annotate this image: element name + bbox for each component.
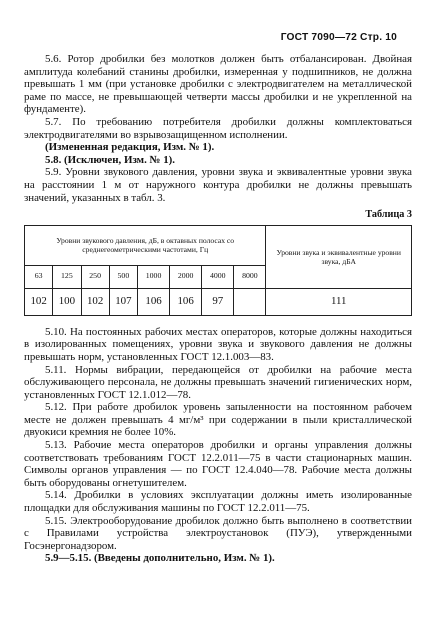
- frequency-cell: 125: [53, 265, 81, 288]
- paragraph-5-14: 5.14. Дробилки в условиях эксплуатации должны иметь изолированные площадки для обслуживания машины по ГОСТ 12.2.011—75.: [24, 489, 412, 515]
- value-cell: 107: [109, 288, 137, 315]
- paragraph-5-12: 5.12. При работе дробилок уровень запыленности на постоянном рабочем месте не должен превышать 4 мг/м³ при содержании в пыли кристаллической двуокиси кремния не более 10%.: [24, 401, 412, 439]
- value-cell: 102: [81, 288, 109, 315]
- value-cell: 102: [25, 288, 53, 315]
- frequency-cell: 500: [109, 265, 137, 288]
- paragraph-5-11: 5.11. Нормы вибрации, передающейся от дробилки на рабочие места обслуживающего персонала, не должны превышать значений гигиенических норм, установленных ГОСТ 12.1.012—78.: [24, 363, 412, 401]
- frequency-cell: 2000: [170, 265, 202, 288]
- value-cell: 100: [53, 288, 81, 315]
- value-cell: [234, 288, 266, 315]
- paragraph-5-6: 5.6. Ротор дробилки без молотков должен быть отбалансирован. Двойная амплитуда колебаний станины дробилки, измеренная у подшипников, не должна превышать 1 мм (при установке дробилки с электродвигателем на металлической раме по массе, не превышающей четверти массы дробилки и не укрепленной на фундаменте).: [24, 53, 412, 116]
- frequency-cell: 4000: [202, 265, 234, 288]
- frequency-cell: 8000: [234, 265, 266, 288]
- table-caption: Таблица 3: [365, 209, 412, 221]
- value-cell: 106: [138, 288, 170, 315]
- table-header-sound-level: Уровни звука и эквивалентные уровни звука, дБА: [266, 225, 412, 288]
- paragraph-5-8: 5.8. (Исключен, Изм. № 1).: [45, 153, 175, 166]
- paragraph-5-13: 5.13. Рабочие места операторов дробилки и органы управления должны соответствовать требованиям ГОСТ 12.2.011—75 в части стационарных машин. Символы органов управления — по ГОСТ 12.4.040—78. Рабочие места должны быть оборудованы огнетушителем.: [24, 439, 412, 489]
- table-header-octave-bands: Уровни звукового давления, дБ, в октавных полосах со среднегеометрическими частотами, Гц: [25, 225, 266, 265]
- frequency-cell: 1000: [138, 265, 170, 288]
- paragraph-5-9: 5.9. Уровни звукового давления, уровни звука и эквивалентные уровни звука на расстоянии 1 м от наружного контура дробилки не должны превышать значений, указанных в табл. 3.: [24, 166, 412, 204]
- noise-levels-table: [24, 225, 412, 316]
- paragraph-5-10: 5.10. На постоянных рабочих местах операторов, которые должны находиться в изолированных помещениях, уровни звука и звукового давления не должны превышать норм, установленных ГОСТ 12.1.003—83.: [24, 325, 412, 363]
- paragraph-5-7: 5.7. По требованию потребителя дробилки должны комплектоваться электродвигателями во взрывозащищенном исполнении.: [24, 115, 412, 141]
- amendment-note-5-9-5-15: 5.9—5.15. (Введены дополнительно, Изм. № 1).: [45, 552, 275, 565]
- amendment-note-5-7: (Измененная редакция, Изм. № 1).: [45, 141, 215, 154]
- frequency-cell: 250: [81, 265, 109, 288]
- value-cell: 106: [170, 288, 202, 315]
- document-body: [24, 53, 412, 565]
- frequency-cell: 63: [25, 265, 53, 288]
- paragraph-5-15: 5.15. Электрооборудование дробилок должно быть выполнено в соответствии с Правилами устройства электроустановок (ПУЭ), утвержденными Госэнергонадзором.: [24, 514, 412, 552]
- page-header: ГОСТ 7090—72 Стр. 10: [280, 32, 397, 43]
- value-cell: 97: [202, 288, 234, 315]
- total-value-cell: 111: [266, 288, 412, 315]
